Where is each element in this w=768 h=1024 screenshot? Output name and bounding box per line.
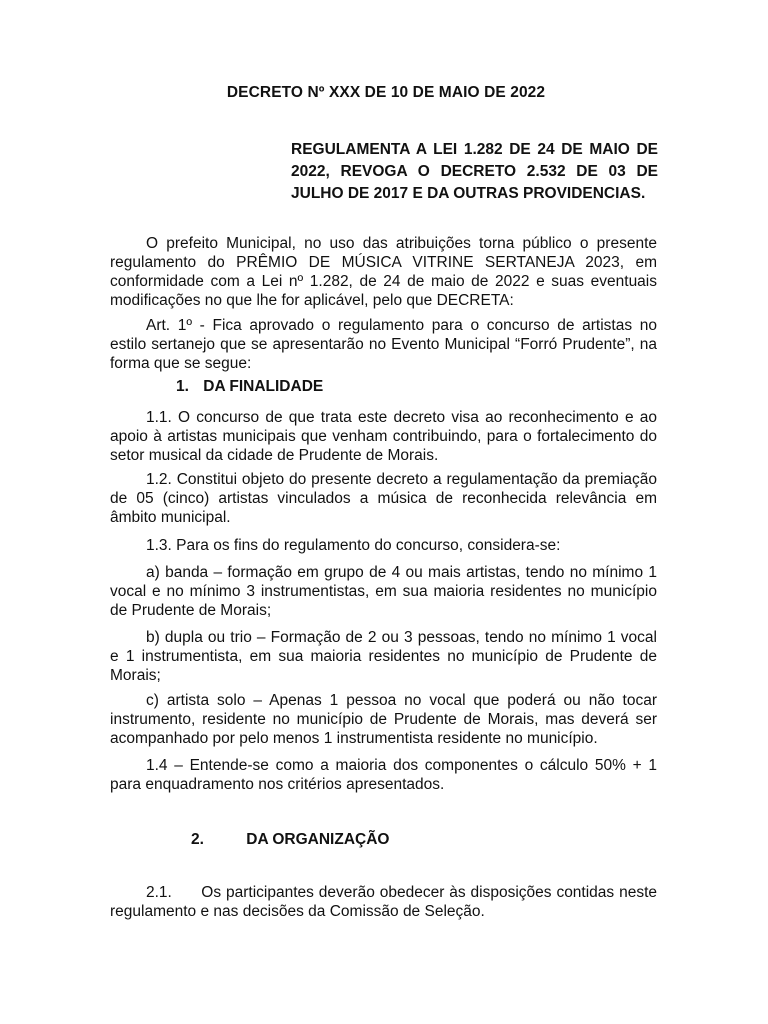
section-1-heading: [176, 378, 323, 396]
paragraph-2-1: 2.1. Os participantes deverão obedecer às disposições contidas neste regulamento e nas decisões da Comissão de Seleção.: [110, 884, 662, 920]
section-2-title: DA ORGANIZAÇÃO: [246, 831, 390, 848]
decree-ementa: REGULAMENTA A LEI 1.282 DE 24 DE MAIO DE 2022, REVOGA O DECRETO 2.532 DE 03 DE JULHO DE 2017 E DA OUTRAS PROVIDENCIAS.: [291, 141, 658, 202]
section-2-heading: [191, 831, 389, 849]
paragraph-1-3: 1.3. Para os fins do regulamento do concurso, considera-se:: [146, 537, 561, 554]
paragraph-a: a) banda – formação em grupo de 4 ou mais artistas, tendo no mínimo 1 vocal e no mínimo 3 instrumentistas, em sua maioria residentes no município de Prudente de Morais;: [110, 564, 657, 619]
section-1-title: DA FINALIDADE: [203, 378, 324, 395]
decree-title: DECRETO Nº XXX DE 10 DE MAIO DE 2022: [226, 84, 546, 101]
section-2-number: 2.: [191, 831, 204, 848]
preamble-paragraph: O prefeito Municipal, no uso das atribuições torna público o presente regulamento do PRÊMIO DE MÚSICA VITRINE SERTANEJA 2023, em conformidade com a Lei nº 1.282, de 24 de maio de 2022 e suas eventuais modificações no que lhe for aplicável, pelo que DECRETA:: [110, 235, 657, 309]
paragraph-1-1: 1.1. O concurso de que trata este decreto visa ao reconhecimento e ao apoio à artistas municipais que venham contribuindo, para o fortalecimento do setor musical da cidade de Prudente de Morais.: [110, 409, 657, 464]
paragraph-b: b) dupla ou trio – Formação de 2 ou 3 pessoas, tendo no mínimo 1 vocal e 1 instrumentista, em sua maioria residentes no município de Prudente de Morais;: [110, 629, 657, 684]
paragraph-1-2: 1.2. Constitui objeto do presente decreto a regulamentação da premiação de 05 (cinco) artistas vinculados a música de reconhecida relevância em âmbito municipal.: [110, 471, 657, 526]
section-1-number: 1.: [176, 378, 189, 395]
paragraph-1-4: 1.4 – Entende-se como a maioria dos componentes o cálculo 50% + 1 para enquadramento nos critérios apresentados.: [110, 757, 657, 793]
article-1-paragraph: Art. 1º - Fica aprovado o regulamento para o concurso de artistas no estilo sertanejo que se apresentarão no Evento Municipal “Forró Prudente”, na forma que se segue:: [110, 317, 657, 372]
paragraph-c: c) artista solo – Apenas 1 pessoa no vocal que poderá ou não tocar instrumento, residente no município de Prudente de Morais, mas deverá ser acompanhado por pelo menos 1 instrumentista residente no município.: [110, 692, 657, 747]
